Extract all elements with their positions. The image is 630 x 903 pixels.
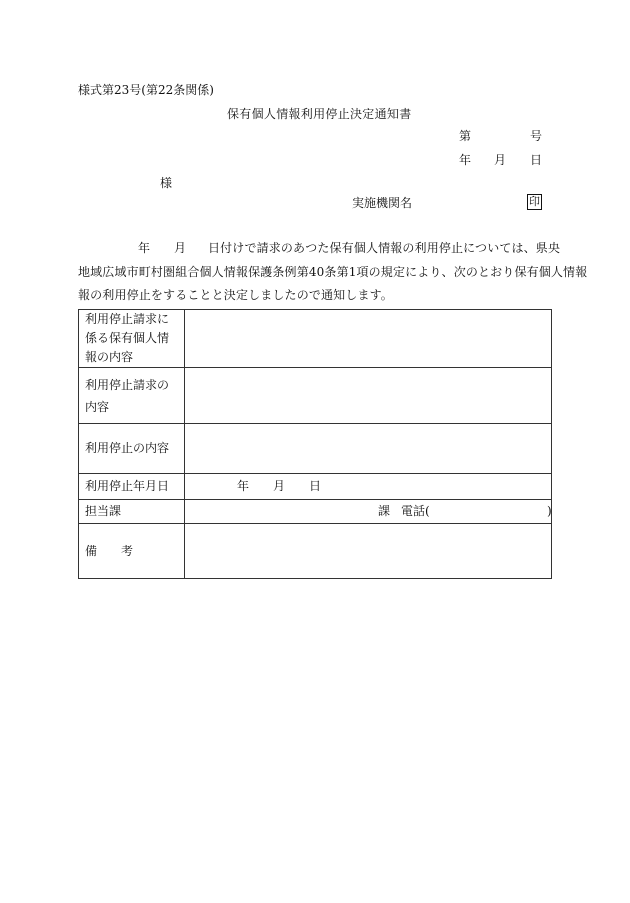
label-stop-content: 利用停止の内容	[79, 424, 185, 474]
department-ka: 課	[378, 504, 391, 518]
label-text: 報の内容	[85, 350, 134, 364]
date-year: 年	[459, 153, 472, 167]
table-row-department	[79, 500, 552, 524]
table-row-remarks	[79, 524, 552, 579]
value-stop-date[interactable]	[185, 474, 552, 500]
value-target-info[interactable]	[185, 310, 552, 368]
addressee-honorific: 様	[160, 176, 173, 190]
number-go: 号	[530, 129, 543, 143]
label-text: 利用停止請求に	[85, 312, 170, 326]
label-text: 利用停止請求の	[85, 377, 170, 392]
stop-date-month: 月	[273, 479, 286, 493]
document-title: 保有個人情報利用停止決定通知書	[227, 107, 412, 121]
table-row-target-info	[79, 310, 552, 368]
table-row-stop-date	[79, 474, 552, 500]
number-dai: 第	[459, 129, 472, 143]
table-row-stop-content	[79, 424, 552, 474]
seal-stamp-box: 印	[529, 195, 540, 208]
label-request-content	[79, 368, 185, 424]
label-text: 内容	[85, 399, 110, 414]
value-remarks[interactable]	[185, 524, 552, 579]
value-request-content[interactable]	[185, 368, 552, 424]
stop-date-year: 年	[237, 479, 250, 493]
label-target-info	[79, 310, 185, 368]
label-department: 担当課	[79, 500, 185, 524]
body-year: 年	[138, 241, 151, 255]
body-paragraph-line-2: 地域広域市町村圏組合個人情報保護条例第40条第1項の規定により、次のとおり保有個人情報	[78, 265, 588, 279]
form-number: 様式第23号(第22条関係)	[78, 83, 214, 97]
value-department[interactable]	[185, 500, 552, 524]
department-phone-close: )	[547, 504, 552, 518]
notice-table	[78, 309, 552, 579]
label-text: 係る保有個人情	[85, 331, 170, 345]
stop-date-day: 日	[309, 479, 322, 493]
table-row-request-content	[79, 368, 552, 424]
label-stop-date: 利用停止年月日	[79, 474, 185, 500]
value-stop-content[interactable]	[185, 424, 552, 474]
body-paragraph-line-3: 報の利用停止をすることと決定しましたので通知します。	[78, 288, 393, 302]
body-month: 月	[174, 241, 187, 255]
body-line-1-text: 日付けで請求のあつた保有個人情報の利用停止については、県央	[208, 241, 561, 255]
label-remarks: 備 考	[79, 524, 185, 579]
department-phone: 電話(	[401, 504, 430, 518]
date-day: 日	[530, 153, 543, 167]
date-month: 月	[494, 153, 507, 167]
agency-name-label: 実施機関名	[352, 196, 413, 210]
